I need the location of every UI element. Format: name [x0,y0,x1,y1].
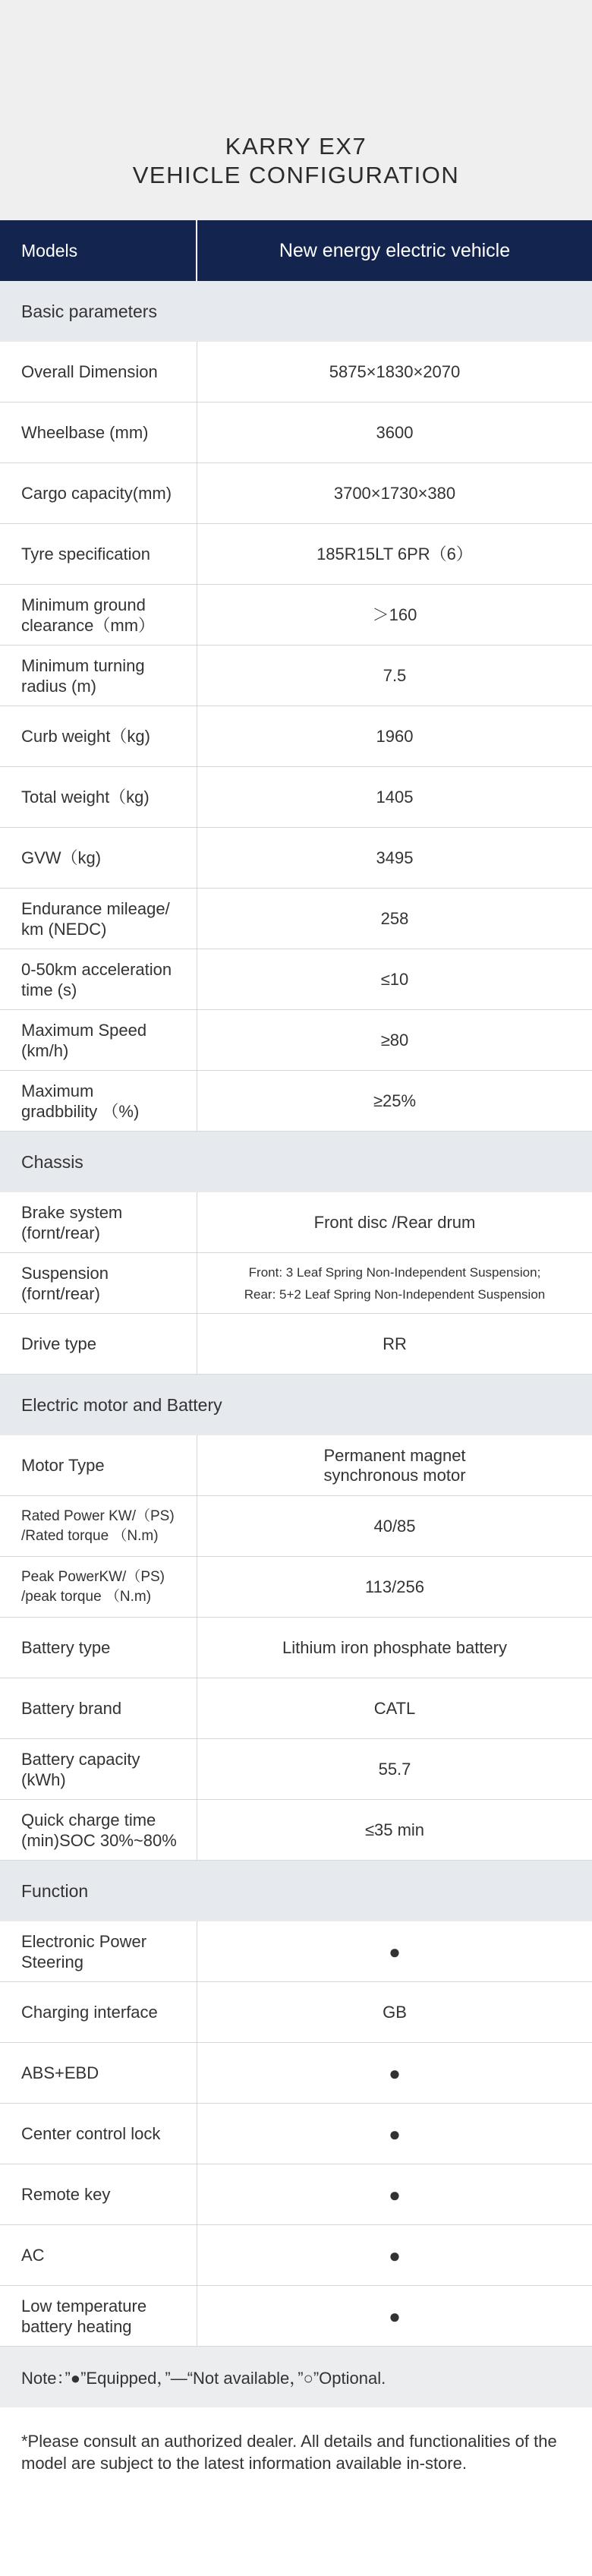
row-value: 113/256 [365,1577,424,1596]
row-value: RR [383,1334,407,1353]
table-row [0,767,592,828]
table-row [0,949,592,1010]
row-value: 1405 [376,787,414,807]
row-value: 40/85 [373,1516,416,1536]
equipped-dot-value: ● [389,2243,401,2267]
row-label: Drive type [0,1314,197,1374]
row-value: 258 [380,908,409,928]
table-row [0,1739,592,1800]
header-vehicle: New energy electric vehicle [279,239,511,261]
table-row [0,646,592,706]
row-value: ＞160 [372,605,417,624]
table-row [0,1921,592,1982]
table-row [0,1253,592,1314]
table-row [0,2225,592,2286]
row-label: GVW（kg) [0,828,197,888]
row-value: 55.7 [378,1759,411,1779]
equipped-dot-value: ● [389,2304,401,2328]
row-label: Endurance mileage/ km (NEDC) [0,889,197,949]
table-row [0,585,592,646]
title-area [0,0,592,220]
row-label: Maximum Speed (km/h) [0,1010,197,1070]
row-label: Motor Type [0,1435,197,1495]
page-title-subtitle: VEHICLE CONFIGURATION [132,162,460,188]
table-row [0,402,592,463]
page-title-model: KARRY EX7 [225,133,367,159]
table-row [0,1557,592,1618]
table-row [0,889,592,949]
legend-note: Note：”●”Equipped，”—“Not available，”○”Optional. [0,2347,592,2407]
table-row [0,1982,592,2043]
row-value: 1960 [376,726,414,746]
row-value: 5875×1830×2070 [329,361,461,381]
row-label: Suspension (fornt/rear) [0,1253,197,1313]
row-label: Minimum ground clearance（mm） [0,585,197,645]
table-row [0,2164,592,2225]
row-label: AC [0,2225,197,2285]
row-value: 3600 [376,422,414,442]
row-label: Total weight（kg) [0,767,197,827]
header-models: Models [0,220,197,281]
table-row [0,342,592,402]
row-value: ≥25% [373,1091,417,1110]
row-value: ≤35 min [364,1820,425,1839]
row-value: Front: 3 Leaf Spring Non-Independent Suspension; Rear: 5+2 Leaf Spring Non-Independent Suspension [244,1264,546,1302]
table-header [0,220,592,281]
table-row [0,2104,592,2164]
row-value: 185R15LT 6PR（6） [316,544,473,564]
section-header: Chassis [0,1132,592,1192]
row-value: Front disc /Rear drum [313,1212,476,1232]
row-label: Tyre specification [0,524,197,584]
row-value: Lithium iron phosphate battery [282,1637,507,1657]
row-label: Electronic Power Steering [0,1921,197,1981]
row-value: 7.5 [383,665,407,685]
row-value: GB [383,2002,407,2022]
table-row [0,2286,592,2347]
row-label: Low temperature battery heating [0,2286,197,2346]
row-label: Curb weight（kg) [0,706,197,766]
row-value: 3495 [376,848,414,867]
section-header: Function [0,1861,592,1921]
table-row [0,2043,592,2104]
table-row [0,828,592,889]
table-row [0,524,592,585]
section-header: Electric motor and Battery [0,1375,592,1435]
row-label: ABS+EBD [0,2043,197,2103]
config-table [0,281,592,2347]
row-label: Battery type [0,1618,197,1678]
row-label: Battery capacity (kWh) [0,1739,197,1799]
row-label: Brake system (fornt/rear) [0,1192,197,1252]
row-value: ≤10 [380,969,409,989]
equipped-dot-value: ● [389,2061,401,2085]
table-row [0,1435,592,1496]
equipped-dot-value: ● [389,2183,401,2206]
row-label: Overall Dimension [0,342,197,402]
row-value: CATL [373,1698,416,1718]
table-row [0,1192,592,1253]
row-value: ≥80 [380,1030,409,1050]
row-label: Maximum gradbbility （%) [0,1071,197,1131]
row-label: Minimum turning radius (m) [0,646,197,706]
row-label: Rated Power KW/（PS) /Rated torque （N.m) [0,1496,197,1556]
row-value: Permanent magnet synchronous motor [323,1445,466,1485]
table-row [0,1010,592,1071]
row-label: Wheelbase (mm) [0,402,197,462]
row-label: Cargo capacity(mm) [0,463,197,523]
row-label: Charging interface [0,1982,197,2042]
row-label: 0-50km acceleration time (s) [0,949,197,1009]
table-row [0,1678,592,1739]
row-value: 3700×1730×380 [333,483,456,503]
section-header: Basic parameters [0,281,592,342]
row-label: Battery brand [0,1678,197,1738]
equipped-dot-value: ● [389,2122,401,2145]
table-row [0,1314,592,1375]
row-label: Remote key [0,2164,197,2224]
table-row [0,1071,592,1132]
disclaimer-text: *Please consult an authorized dealer. All details and functionalities of the model are subject to the latest information available in-store. [21,2432,557,2473]
table-row [0,1496,592,1557]
equipped-dot-value: ● [389,1940,401,1963]
row-label: Center control lock [0,2104,197,2164]
row-label: Peak PowerKW/（PS) /peak torque （N.m) [0,1557,197,1617]
table-row [0,1800,592,1861]
table-row [0,1618,592,1678]
table-row [0,706,592,767]
table-row [0,463,592,524]
row-label: Quick charge time (min)SOC 30%~80% [0,1800,197,1860]
